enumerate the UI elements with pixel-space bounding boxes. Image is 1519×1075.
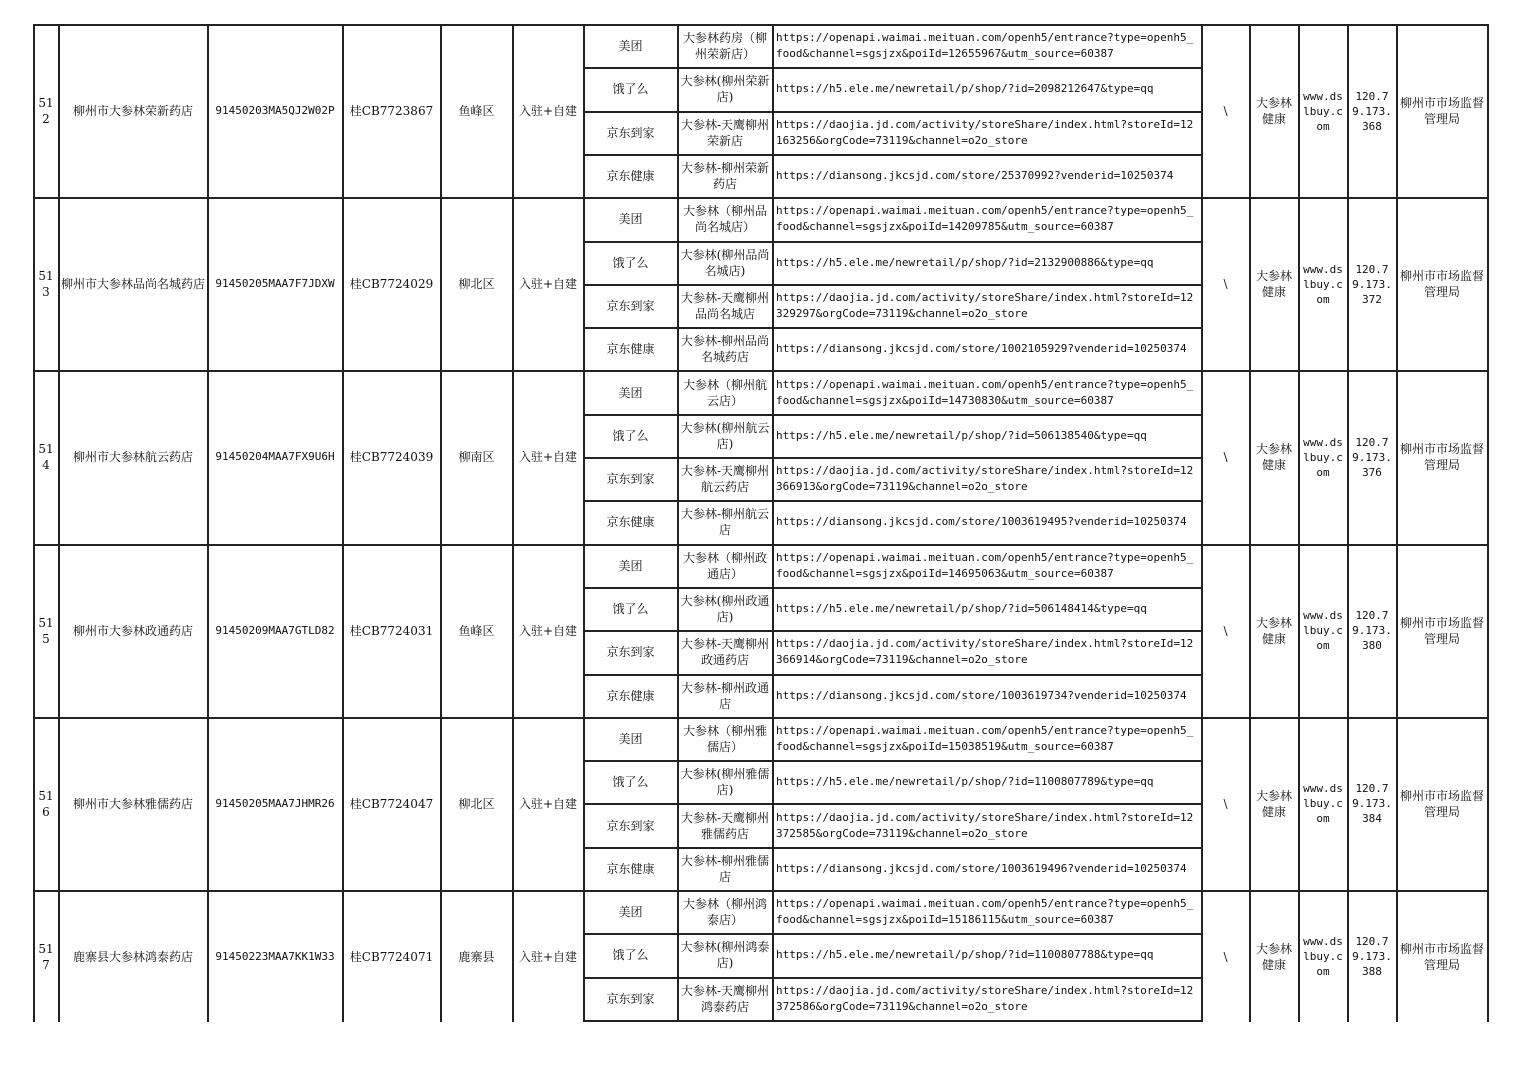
- platform-name: 美团: [618, 905, 643, 920]
- license-number: 桂CB7724029: [349, 277, 434, 292]
- authority: 柳州市市场监督管理局: [1399, 615, 1484, 646]
- shop-url: https://h5.ele.me/newretail/p/shop/?id=2098212647&type=qq: [776, 82, 1154, 96]
- district: 鱼峰区: [458, 104, 495, 119]
- shop-url: https://openapi.waimai.meituan.com/openh5/entrance?type=openh5_food&channel=sgsjzx&poiId=15186115&utm_source=60387: [776, 897, 1194, 927]
- shop-name: 大参林(柳州政通店): [680, 594, 770, 625]
- shop-name: 大参林-天鹰柳州鸿泰药店: [680, 983, 770, 1014]
- platform-name: 美团: [618, 39, 643, 54]
- shop-name: 大参林（柳州政通店）: [682, 550, 767, 581]
- shop-name: 大参林药房（柳州荣新店）: [682, 31, 767, 62]
- store-name: 柳州市大参林雅儒药店: [72, 796, 193, 811]
- credit-code: 91450203MA5QJ2W02P: [215, 104, 335, 118]
- row-number: 516: [38, 788, 54, 819]
- placeholder-cell: \: [1223, 623, 1228, 638]
- shop-url: https://h5.ele.me/newretail/p/shop/?id=506138540&type=qq: [776, 428, 1147, 442]
- district: 柳北区: [458, 277, 495, 292]
- platform-name: 美团: [618, 212, 643, 227]
- placeholder-cell: \: [1223, 277, 1228, 292]
- platform-brand: 大参林健康: [1255, 269, 1292, 300]
- shop-url: https://daojia.jd.com/activity/storeShare/index.html?storeId=12366914&orgCode=73119&channel=o2o_store: [776, 637, 1194, 667]
- authority: 柳州市市场监督管理局: [1399, 442, 1484, 473]
- license-number: 桂CB7724047: [349, 796, 434, 811]
- shop-url: https://h5.ele.me/newretail/p/shop/?id=2132900886&type=qq: [776, 255, 1154, 269]
- row-number: 514: [38, 442, 54, 473]
- row-number: 515: [38, 615, 54, 646]
- platform-brand: 大参林健康: [1255, 442, 1292, 473]
- platform-name: 饿了么: [612, 602, 649, 617]
- shop-url: https://openapi.waimai.meituan.com/openh5/entrance?type=openh5_food&channel=sgsjzx&poiId=15038519&utm_source=60387: [776, 723, 1194, 753]
- platform-name: 京东健康: [606, 861, 655, 876]
- ip-address: 120.79.173.388: [1352, 935, 1392, 978]
- platform-name: 美团: [618, 385, 643, 400]
- shop-name: 大参林-柳州品尚名城药店: [680, 334, 770, 365]
- platform-brand: 大参林健康: [1255, 941, 1292, 972]
- platform-name: 饿了么: [612, 82, 649, 97]
- grid-line-vertical: [1487, 24, 1489, 1022]
- platform-name: 京东到家: [606, 991, 655, 1006]
- authority: 柳州市市场监督管理局: [1399, 941, 1484, 972]
- shop-url: https://openapi.waimai.meituan.com/openh5/entrance?type=openh5_food&channel=sgsjzx&poiId=12655967&utm_source=60387: [776, 31, 1194, 61]
- license-number: 桂CB7724039: [349, 450, 434, 465]
- shop-name: 大参林-天鹰柳州航云药店: [680, 464, 770, 495]
- authority: 柳州市市场监督管理局: [1399, 96, 1484, 127]
- placeholder-cell: \: [1223, 949, 1228, 964]
- shop-name: 大参林（柳州品尚名城店）: [682, 204, 767, 235]
- credit-code: 91450223MAA7KK1W33: [215, 949, 335, 963]
- store-name: 柳州市大参林荣新药店: [72, 104, 193, 119]
- row-number: 513: [38, 269, 54, 300]
- row-number: 517: [38, 941, 54, 972]
- platform-brand: 大参林健康: [1255, 788, 1292, 819]
- license-number: 桂CB7724031: [349, 623, 434, 638]
- shop-name: 大参林-天鹰柳州雅儒药店: [680, 810, 770, 841]
- shop-name: 大参林（柳州雅儒店）: [682, 723, 767, 754]
- store-name: 柳州市大参林政通药店: [72, 623, 193, 638]
- district: 鹿寨县: [458, 949, 495, 964]
- platform-name: 京东健康: [606, 169, 655, 184]
- platform-name: 京东健康: [606, 515, 655, 530]
- platform-name: 京东到家: [606, 472, 655, 487]
- store-name: 柳州市大参林品尚名城药店: [61, 277, 206, 292]
- shop-url: https://openapi.waimai.meituan.com/openh5/entrance?type=openh5_food&channel=sgsjzx&poiId=14695063&utm_source=60387: [776, 550, 1194, 580]
- authority: 柳州市市场监督管理局: [1399, 269, 1484, 300]
- credit-code: 91450205MAA7JHMR26: [215, 796, 335, 810]
- platform-name: 饿了么: [612, 255, 649, 270]
- operation-mode: 入驻+自建: [518, 623, 578, 638]
- shop-url: https://daojia.jd.com/activity/storeShare/index.html?storeId=12329297&orgCode=73119&channel=o2o_store: [776, 290, 1194, 320]
- website: www.dslbuy.com: [1303, 782, 1343, 826]
- shop-name: 大参林-天鹰柳州品尚名城店: [680, 290, 770, 321]
- grid-line-horizontal: [583, 1020, 1201, 1022]
- operation-mode: 入驻+自建: [518, 277, 578, 292]
- ip-address: 120.79.173.372: [1352, 262, 1392, 306]
- shop-url: https://h5.ele.me/newretail/p/shop/?id=1100807788&type=qq: [776, 948, 1154, 962]
- platform-name: 京东健康: [606, 688, 655, 703]
- shop-name: 大参林(柳州鸿泰店): [680, 940, 770, 971]
- platform-brand: 大参林健康: [1255, 96, 1292, 127]
- shop-url: https://daojia.jd.com/activity/storeShare/index.html?storeId=12366913&orgCode=73119&channel=o2o_store: [776, 464, 1194, 494]
- district: 鱼峰区: [458, 623, 495, 638]
- store-name: 柳州市大参林航云药店: [72, 450, 193, 465]
- placeholder-cell: \: [1223, 104, 1228, 119]
- shop-url: https://diansong.jkcsjd.com/store/1003619734?venderid=10250374: [776, 688, 1187, 702]
- district: 柳北区: [458, 796, 495, 811]
- shop-name: 大参林-柳州政通店: [680, 680, 770, 711]
- ip-address: 120.79.173.368: [1352, 89, 1392, 133]
- shop-url: https://diansong.jkcsjd.com/store/1002105929?venderid=10250374: [776, 342, 1187, 356]
- website: www.dslbuy.com: [1303, 262, 1343, 306]
- shop-name: 大参林(柳州雅儒店): [680, 767, 770, 798]
- placeholder-cell: \: [1223, 450, 1228, 465]
- authority: 柳州市市场监督管理局: [1399, 788, 1484, 819]
- shop-name: 大参林（柳州鸿泰店）: [682, 897, 767, 928]
- ip-address: 120.79.173.376: [1352, 435, 1392, 479]
- store-name: 鹿寨县大参林鸿泰药店: [72, 949, 193, 964]
- operation-mode: 入驻+自建: [518, 796, 578, 811]
- shop-url: https://diansong.jkcsjd.com/store/1003619496?venderid=10250374: [776, 861, 1187, 875]
- shop-name: 大参林(柳州航云店): [680, 420, 770, 451]
- ip-address: 120.79.173.384: [1352, 782, 1392, 826]
- platform-name: 京东健康: [606, 342, 655, 357]
- platform-name: 美团: [618, 558, 643, 573]
- platform-name: 京东到家: [606, 125, 655, 140]
- platform-name: 美团: [618, 731, 643, 746]
- operation-mode: 入驻+自建: [518, 450, 578, 465]
- platform-name: 饿了么: [612, 948, 649, 963]
- shop-name: 大参林-柳州荣新药店: [680, 161, 770, 192]
- shop-name: 大参林-天鹰柳州荣新店: [680, 117, 770, 148]
- ip-address: 120.79.173.380: [1352, 609, 1392, 653]
- shop-url: https://h5.ele.me/newretail/p/shop/?id=1100807789&type=qq: [776, 775, 1154, 789]
- operation-mode: 入驻+自建: [518, 949, 578, 964]
- platform-name: 京东到家: [606, 298, 655, 313]
- shop-name: 大参林-天鹰柳州政通药店: [680, 637, 770, 668]
- shop-url: https://openapi.waimai.meituan.com/openh5/entrance?type=openh5_food&channel=sgsjzx&poiId=14209785&utm_source=60387: [776, 204, 1194, 234]
- shop-url: https://daojia.jd.com/activity/storeShare/index.html?storeId=12372585&orgCode=73119&channel=o2o_store: [776, 810, 1194, 840]
- platform-name: 饿了么: [612, 775, 649, 790]
- shop-url: https://openapi.waimai.meituan.com/openh5/entrance?type=openh5_food&channel=sgsjzx&poiId=14730830&utm_source=60387: [776, 377, 1194, 407]
- website: www.dslbuy.com: [1303, 609, 1343, 653]
- platform-brand: 大参林健康: [1255, 615, 1292, 646]
- shop-url: https://diansong.jkcsjd.com/store/25370992?venderid=10250374: [776, 169, 1174, 183]
- operation-mode: 入驻+自建: [518, 104, 578, 119]
- website: www.dslbuy.com: [1303, 935, 1343, 978]
- shop-name: 大参林-柳州雅儒店: [680, 853, 770, 884]
- shop-name: 大参林-柳州航云店: [680, 507, 770, 538]
- credit-code: 91450204MAA7FX9U6H: [215, 450, 335, 464]
- placeholder-cell: \: [1223, 796, 1228, 811]
- shop-name: 大参林(柳州品尚名城店): [680, 247, 770, 278]
- credit-code: 91450205MAA7F7JDXW: [215, 277, 335, 291]
- shop-url: https://daojia.jd.com/activity/storeShare/index.html?storeId=12372586&orgCode=73119&channel=o2o_store: [776, 983, 1194, 1013]
- website: www.dslbuy.com: [1303, 435, 1343, 479]
- platform-name: 京东到家: [606, 818, 655, 833]
- website: www.dslbuy.com: [1303, 89, 1343, 133]
- shop-url: https://daojia.jd.com/activity/storeShare/index.html?storeId=12163256&orgCode=73119&channel=o2o_store: [776, 117, 1194, 147]
- district: 柳南区: [458, 450, 495, 465]
- shop-url: https://h5.ele.me/newretail/p/shop/?id=506148414&type=qq: [776, 602, 1147, 616]
- row-number: 512: [38, 96, 54, 127]
- platform-name: 京东到家: [606, 645, 655, 660]
- shop-url: https://diansong.jkcsjd.com/store/1003619495?venderid=10250374: [776, 515, 1187, 529]
- platform-name: 饿了么: [612, 428, 649, 443]
- shop-name: 大参林(柳州荣新店): [680, 74, 770, 105]
- shop-name: 大参林（柳州航云店）: [682, 377, 767, 408]
- license-number: 桂CB7724071: [349, 949, 434, 964]
- license-number: 桂CB7723867: [349, 104, 434, 119]
- credit-code: 91450209MAA7GTLD82: [215, 623, 335, 637]
